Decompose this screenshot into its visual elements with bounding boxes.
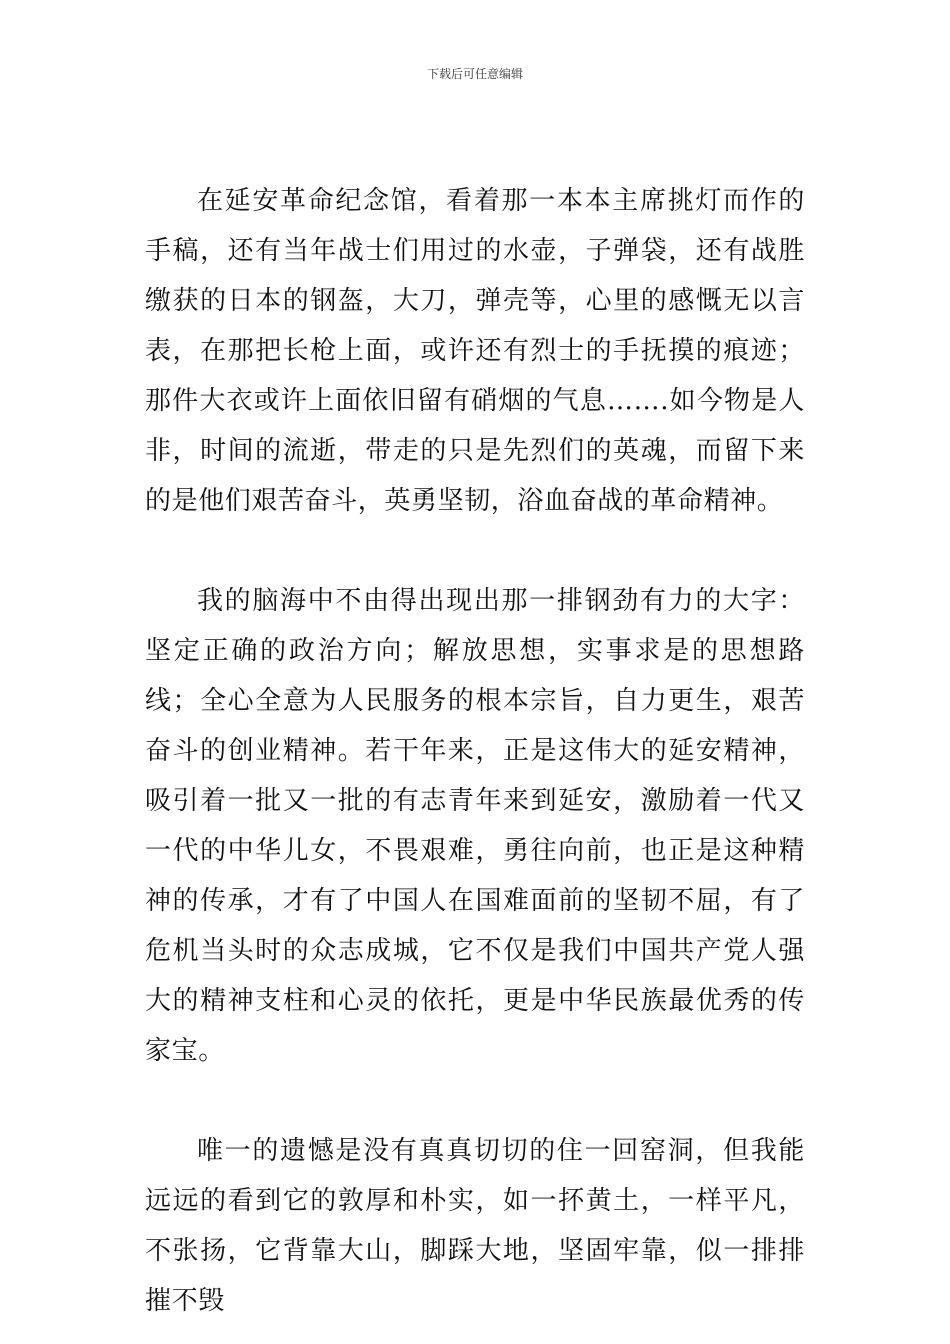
paragraph-3: 唯一的遗憾是没有真真切切的住一回窑洞，但我能远远的看到它的敦厚和朴实，如一抔黄土，一样平凡，不张扬，它背靠大山，脚踩大地，坚固牢靠，似一排排摧不毁 (145, 1136, 805, 1316)
paragraph-1: 在延安革命纪念馆，看着那一本本主席挑灯而作的手稿，还有当年战士们用过的水壶，子弹袋，还有战胜缴获的日本的钢盔，大刀，弹壳等，心里的感慨无以言表，在那把长枪上面，或许还有烈士的手抚摸的痕迹；那件大衣或许上面依旧留有硝烟的气息…….如今物是人非，时间的流逝，带走的只是先烈们的英魂，而留下来的是他们艰苦奋斗，英勇坚韧，浴血奋战的革命精神。 (145, 186, 805, 516)
header-note: 下载后可任意编辑 (426, 67, 523, 81)
document-body (145, 176, 805, 1326)
paragraph-2: 我的脑海中不由得出现出那一排钢劲有力的大字：坚定正确的政治方向；解放思想，实事求是的思想路线；全心全意为人民服务的根本宗旨，自力更生，艰苦奋斗的创业精神。若干年来，正是这伟大的延安精神，吸引着一批又一批的有志青年来到延安，激励着一代又一代的中华儿女，不畏艰难，勇往向前，也正是这种精神的传承，才有了中国人在国难面前的坚韧不屈，有了危机当头时的众志成城，它不仅是我们中国共产党人强大的精神支柱和心灵的依托，更是中华民族最优秀的传家宝。 (145, 586, 805, 1066)
